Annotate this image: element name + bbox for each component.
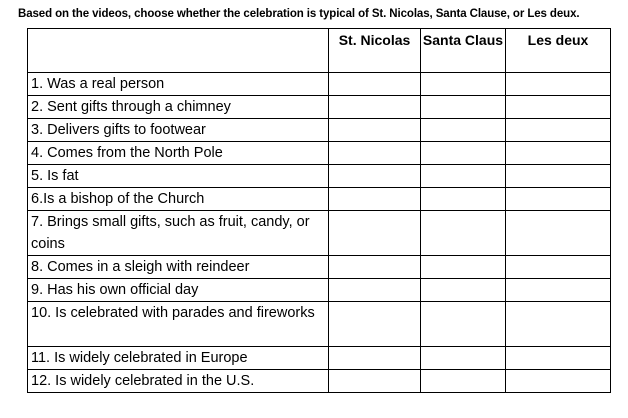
answer-cell-santa-claus[interactable] <box>421 188 506 211</box>
answer-cell-les-deux[interactable] <box>506 256 611 279</box>
header-row <box>28 29 611 73</box>
answer-cell-st-nicolas[interactable] <box>329 188 421 211</box>
answer-cell-santa-claus[interactable] <box>421 347 506 370</box>
answer-cell-santa-claus[interactable] <box>421 211 506 256</box>
answer-cell-st-nicolas[interactable] <box>329 165 421 188</box>
instruction-text: Based on the videos, choose whether the celebration is typical of St. Nicolas, Santa Clause, or Les deux. <box>18 8 580 20</box>
table-row <box>28 165 611 188</box>
statement-cell: 3. Delivers gifts to footwear <box>28 119 329 142</box>
table-row <box>28 256 611 279</box>
table-row <box>28 142 611 165</box>
answer-cell-st-nicolas[interactable] <box>329 142 421 165</box>
statement-cell: 10. Is celebrated with parades and fireworks <box>28 302 329 347</box>
answer-cell-les-deux[interactable] <box>506 142 611 165</box>
table-row <box>28 279 611 302</box>
answer-cell-st-nicolas[interactable] <box>329 256 421 279</box>
statement-cell: 2. Sent gifts through a chimney <box>28 96 329 119</box>
statement-cell: 11. Is widely celebrated in Europe <box>28 347 329 370</box>
statement-cell: 5. Is fat <box>28 165 329 188</box>
answer-cell-les-deux[interactable] <box>506 96 611 119</box>
header-les-deux: Les deux <box>506 29 611 73</box>
statement-cell: 9. Has his own official day <box>28 279 329 302</box>
answer-cell-st-nicolas[interactable] <box>329 370 421 393</box>
answer-cell-santa-claus[interactable] <box>421 119 506 142</box>
table-row <box>28 96 611 119</box>
table-row <box>28 119 611 142</box>
answer-cell-santa-claus[interactable] <box>421 73 506 96</box>
answer-cell-les-deux[interactable] <box>506 165 611 188</box>
answer-cell-st-nicolas[interactable] <box>329 211 421 256</box>
statement-cell: 12. Is widely celebrated in the U.S. <box>28 370 329 393</box>
worksheet-table <box>27 28 611 393</box>
answer-cell-st-nicolas[interactable] <box>329 96 421 119</box>
table-row <box>28 188 611 211</box>
answer-cell-les-deux[interactable] <box>506 347 611 370</box>
table-row <box>28 370 611 393</box>
answer-cell-les-deux[interactable] <box>506 279 611 302</box>
table-row <box>28 347 611 370</box>
statement-cell: 1. Was a real person <box>28 73 329 96</box>
answer-cell-st-nicolas[interactable] <box>329 73 421 96</box>
answer-cell-st-nicolas[interactable] <box>329 347 421 370</box>
answer-cell-les-deux[interactable] <box>506 119 611 142</box>
answer-cell-st-nicolas[interactable] <box>329 279 421 302</box>
answer-cell-santa-claus[interactable] <box>421 256 506 279</box>
answer-cell-santa-claus[interactable] <box>421 302 506 347</box>
answer-cell-les-deux[interactable] <box>506 370 611 393</box>
answer-cell-les-deux[interactable] <box>506 302 611 347</box>
table-row <box>28 211 611 256</box>
header-st-nicolas: St. Nicolas <box>329 29 421 73</box>
header-santa-claus: Santa Claus <box>421 29 506 73</box>
header-statement <box>28 29 329 73</box>
table-row <box>28 73 611 96</box>
statement-cell: 6.Is a bishop of the Church <box>28 188 329 211</box>
answer-cell-santa-claus[interactable] <box>421 165 506 188</box>
answer-cell-santa-claus[interactable] <box>421 96 506 119</box>
answer-cell-les-deux[interactable] <box>506 211 611 256</box>
statement-cell: 4. Comes from the North Pole <box>28 142 329 165</box>
answer-cell-santa-claus[interactable] <box>421 370 506 393</box>
table-row <box>28 302 611 347</box>
answer-cell-santa-claus[interactable] <box>421 142 506 165</box>
statement-cell: 8. Comes in a sleigh with reindeer <box>28 256 329 279</box>
answer-cell-les-deux[interactable] <box>506 73 611 96</box>
answer-cell-st-nicolas[interactable] <box>329 119 421 142</box>
answer-cell-les-deux[interactable] <box>506 188 611 211</box>
answer-cell-st-nicolas[interactable] <box>329 302 421 347</box>
answer-cell-santa-claus[interactable] <box>421 279 506 302</box>
statement-cell: 7. Brings small gifts, such as fruit, candy, or coins <box>28 211 329 256</box>
